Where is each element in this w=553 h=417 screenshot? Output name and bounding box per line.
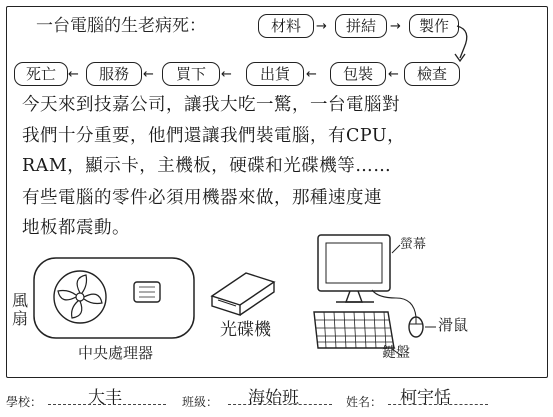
flow-box-buy: 買下 (162, 62, 220, 86)
flow-box-ship: 出貨 (246, 62, 304, 86)
essay-line-2: 我們十分重要，他們還讓我們裝電腦，有CPU， (22, 126, 406, 146)
arrow-left-icon: ← (143, 67, 154, 82)
essay-line-4: 有些電腦的零件必須用機器來做，那種速度連 (22, 188, 382, 208)
optical-drive-drawing (212, 273, 274, 315)
flow-box-pack: 包裝 (330, 62, 386, 86)
fan-icon (54, 271, 106, 323)
cpu-chip-icon (134, 282, 160, 302)
monitor-label: 螢幕 (400, 237, 427, 252)
flow-box-materials: 材料 (258, 14, 314, 38)
keyboard-label: 鍵盤 (382, 345, 410, 361)
arrow-right-icon: → (316, 19, 327, 34)
arrow-left-icon: ← (221, 67, 232, 82)
flow-title: 一台電腦的生老病死： (36, 16, 206, 36)
arrow-left-icon: ← (306, 67, 317, 82)
flow-box-inspect: 檢查 (404, 62, 460, 86)
optical-drive-label: 光碟機 (220, 320, 271, 340)
name-value: 柯宇恬 (400, 388, 451, 408)
flow-box-make: 製作 (409, 14, 459, 38)
class-value: 海始班 (248, 388, 299, 408)
name-underline (388, 404, 488, 405)
essay-line-1: 今天來到技嘉公司，讓我大吃一驚，一台電腦對 (22, 95, 400, 115)
school-underline (48, 404, 166, 405)
arrow-left-icon: ← (68, 67, 79, 82)
arrow-right-icon: → (390, 19, 401, 34)
class-label: 班級： (182, 395, 219, 409)
essay-line-3: RAM，顯示卡，主機板，硬碟和光碟機等…… (22, 156, 392, 176)
flow-box-death: 死亡 (14, 62, 68, 86)
name-label: 姓名： (346, 395, 383, 409)
motherboard-drawing (34, 258, 194, 338)
keyboard-drawing (314, 312, 394, 348)
school-value: 大丰 (88, 388, 122, 408)
flow-box-service: 服務 (86, 62, 142, 86)
arrow-left-icon: ← (388, 67, 399, 82)
class-underline (228, 404, 332, 405)
fan-label: 風扇 (12, 291, 29, 328)
school-label: 學校： (6, 395, 43, 409)
cpu-label: 中央處理器 (78, 344, 154, 362)
mouse-label: 滑鼠 (438, 316, 469, 334)
essay-line-5: 地板都震動。 (22, 218, 130, 238)
flow-box-assemble: 拼結 (335, 14, 387, 38)
monitor-drawing (318, 235, 400, 302)
